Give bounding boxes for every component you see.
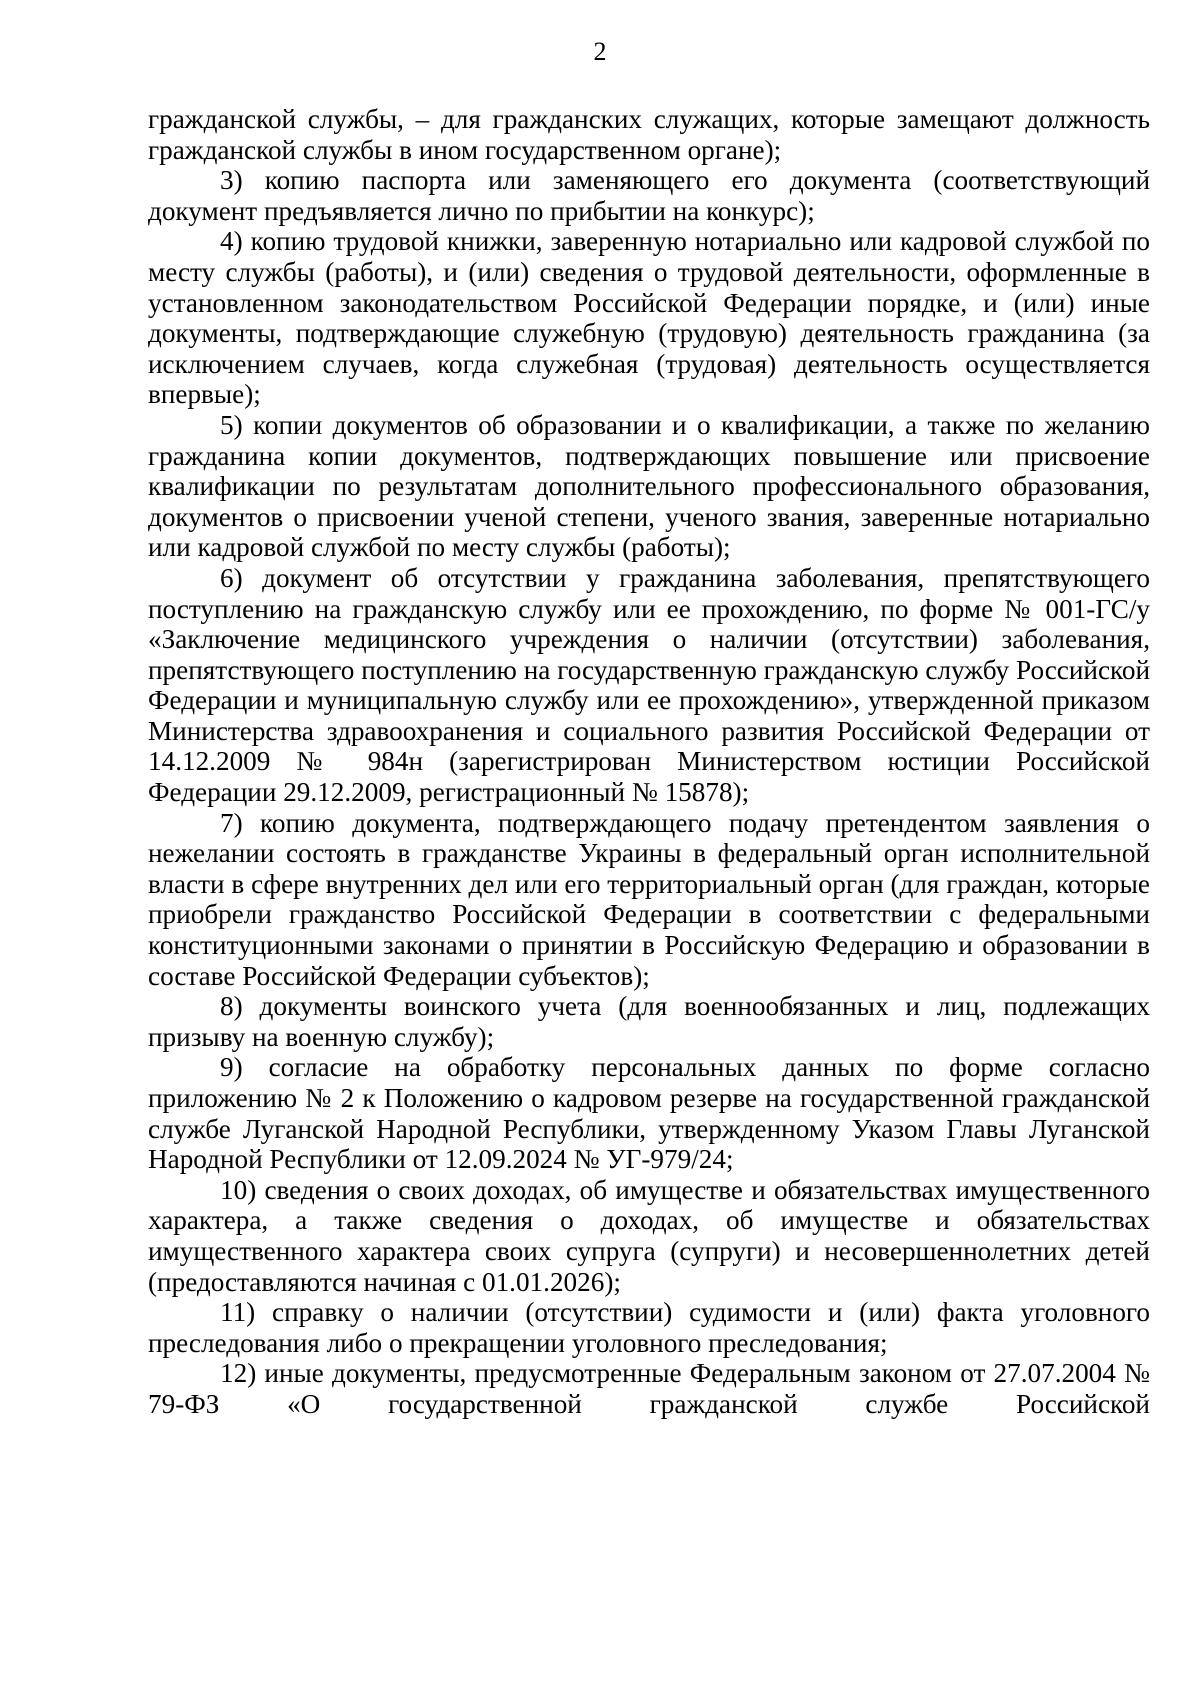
list-item-3: 3) копию паспорта или заменяющего его документа (соответствующий документ предъявляется лично по прибытии на конкурс); [148, 165, 1150, 226]
list-item-12: 12) иные документы, предусмотренные Федеральным законом от 27.07.2004 № 79-ФЗ «О государственной гражданской службе Российской [148, 1358, 1150, 1419]
list-item-10: 10) сведения о своих доходах, об имуществе и обязательствах имущественного характера, а также сведения о доходах, об имуществе и обязательствах имущественного характера своих супруга (супруги) и несовершеннолетних детей (предоставляются начиная с 01.01.2026); [148, 1174, 1150, 1297]
list-item-9: 9) согласие на обработку персональных данных по форме согласно приложению № 2 к Положению о кадровом резерве на государственной гражданской службе Луганской Народной Республики, утвержденному Указом Главы Луганской Народной Республики от 12.09.2024 № УГ-979/24; [148, 1052, 1150, 1175]
list-item-7: 7) копию документа, подтверждающего подачу претендентом заявления о нежелании состоять в гражданстве Украины в федеральный орган исполнительной власти в сфере внутренних дел или его территориальный орган (для граждан, которые приобрели гражданство Российской Федерации в соответствии с федеральными конституционными законами о принятии в Российскую Федерацию и образовании в составе Российской Федерации субъектов); [148, 807, 1150, 991]
list-item-4: 4) копию трудовой книжки, заверенную нотариально или кадровой службой по месту службы (работы), и (или) сведения о трудовой деятельности, оформленные в установленном законодательством Российской Федерации порядке, и (или) иные документы, подтверждающие служебную (трудовую) деятельность гражданина (за исключением случаев, когда служебная (трудовая) деятельность осуществляется впервые); [148, 226, 1150, 410]
document-body [148, 104, 1150, 1420]
list-item-11: 11) справку о наличии (отсутствии) судимости и (или) факта уголовного преследования либо о прекращении уголовного преследования; [148, 1297, 1150, 1358]
list-item-8: 8) документы воинского учета (для военнообязанных и лиц, подлежащих призыву на военную службу); [148, 991, 1150, 1052]
page-number: 2 [593, 37, 607, 66]
paragraph-1: гражданской службы, – для гражданских служащих, которые замещают должность гражданской службы в ином государственном органе); [148, 104, 1150, 165]
list-item-6: 6) документ об отсутствии у гражданина заболевания, препятствующего поступлению на гражданскую службу или ее прохождению, по форме № 001-ГС/у «Заключение медицинского учреждения о наличии (отсутствии) заболевания, препятствующего поступлению на государственную гражданскую службу Российской Федерации и муниципальную службу или ее прохождению», утвержденной приказом Министерства здравоохранения и социального развития Российской Федерации от 14.12.2009 № 984н (зарегистрирован Министерством юстиции Российской Федерации 29.12.2009, регистрационный № 15878); [148, 562, 1150, 808]
list-item-5: 5) копии документов об образовании и о квалификации, а также по желанию гражданина копии документов, подтверждающих повышение или присвоение квалификации по результатам дополнительного профессионального образования, документов о присвоении ученой степени, ученого звания, заверенные нотариально или кадровой службой по месту службы (работы); [148, 409, 1150, 563]
